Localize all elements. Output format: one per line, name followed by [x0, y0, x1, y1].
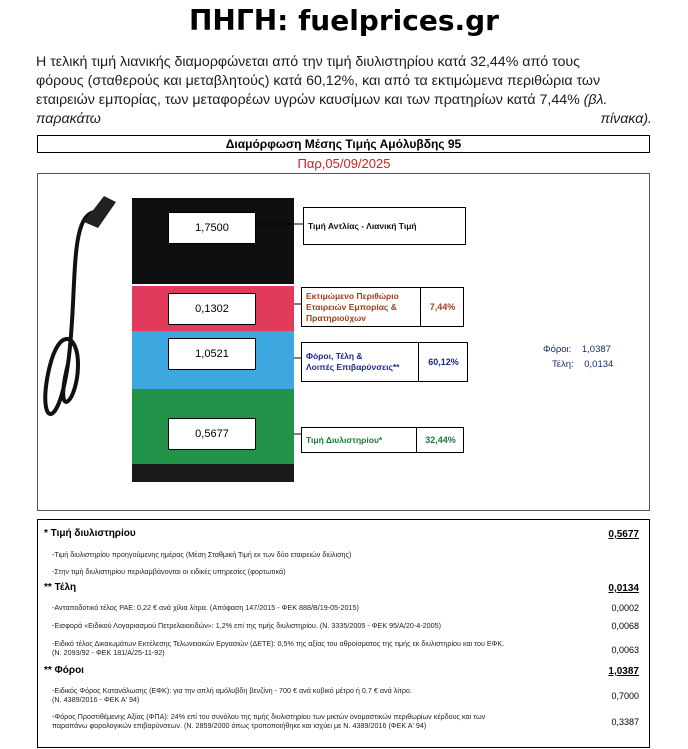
cost-breakdown-table: [37, 519, 650, 748]
tax-line: παραπάνω φορολογικών επιβαρύνσεων. (Ν. 2859/2000 όπως τροποποιήθηκε και ισχύει με Ν. 4389/2016 (ΦΕΚ Α' 94): [52, 721, 427, 730]
intro-line: [36, 91, 652, 110]
fee-value: 0,0063: [611, 645, 639, 655]
tax-value: 0,7000: [611, 691, 639, 701]
refinery-label: Τιμή Διυλιστηρίου*: [306, 434, 383, 445]
refinery-note: -Στην τιμή διυλιστηρίου περιλαμβάνονται οι ειδικές υπηρεσίες (φορτωτικά): [52, 567, 286, 576]
fee-line: (Ν. 2093/92 - ΦΕΚ 181/Α/25-11-92): [52, 648, 165, 657]
taxes-label: [306, 343, 399, 381]
hose-shape: [45, 212, 96, 414]
tax-value: 0,3387: [611, 717, 639, 727]
taxes-heading: ** Φόροι: [44, 665, 84, 676]
intro-line: [36, 110, 652, 129]
label-line: Φόροι, Τέλη &: [306, 351, 363, 361]
margins-label-box: [301, 287, 464, 327]
fee-value: 0,0002: [611, 603, 639, 613]
fee-line: -Ειδικό τέλος Δικαιωμάτων Εκτέλεσης Τελωνειακών Εργασιών (ΔΕΤΕ): 0,5% της αξίας του αθροίσματος της τιμής εκ διυλιστηρίου και του ΕΦΚ.: [52, 639, 505, 648]
tax-line: -Ειδικός Φόρος Κατανάλωσης (ΕΦΚ): για την απλή αμόλυβδη βενζίνη - 700 € ανά κυβικό μέτρο ή 0.7 € ανά λίτρο.: [52, 686, 412, 695]
taxes-percent: 60,12%: [418, 343, 468, 381]
taxes-label-box: [301, 342, 468, 382]
refinery-value: 0,5677: [168, 418, 256, 450]
fee-item: -Ανταποδοτικό τέλος ΡΑΕ: 0,22 € ανά χίλια λίτρα. (Απόφαση 147/2015 - ΦΕΚ 888/Β/19-05-2015): [52, 603, 359, 612]
intro-line: Η τελική τιμή λιανικής διαμορφώνεται από την τιμή διυλιστηρίου κατά 32,44% από τους: [36, 54, 580, 70]
side-label: Φόροι:: [543, 344, 572, 355]
tax-line: (Ν. 4389/2016 - ΦΕΚ Α' 94): [52, 695, 140, 704]
label-line: Πρατηριούχων: [306, 312, 366, 323]
label-line: Λοιπές Επιβαρύνσεις**: [306, 362, 400, 372]
taxes-side-note: [543, 344, 611, 355]
intro-text: παρακάτω: [36, 111, 101, 127]
intro-text: εταιρειών εμπορίας, των μεταφορέων υγρών καυσίμων και των πρατηρίων κατά 7,44%: [36, 92, 584, 108]
intro-italic: (βλ.: [583, 92, 608, 108]
taxes-total: 1,0387: [608, 666, 639, 677]
pump-base: [132, 464, 294, 482]
side-label: Τέλη:: [552, 359, 574, 370]
label-line: Εκτιμώμενο Περιθώριο: [306, 290, 399, 301]
taxes-value: 1,0521: [168, 338, 256, 370]
tax-item: [52, 712, 572, 730]
tax-line: -Φόρος Προστιθέμενης Αξίας (ΦΠΑ): 24% επί του συνόλου της τιμής διυλιστηρίου των μικτών ονομαστικών περιθωρίων κέρδους και των: [52, 712, 486, 721]
margins-label: [306, 288, 399, 326]
label-line: Εταιρειών Εμπορίας &: [306, 301, 397, 312]
page-title: ΠΗΓΗ: fuelprices.gr: [189, 4, 499, 37]
price-breakdown-chart: [37, 173, 650, 511]
margins-value: 0,1302: [168, 293, 256, 325]
fee-item: [52, 639, 572, 657]
retail-price-value: 1,7500: [168, 212, 256, 244]
refinery-note: -Τιμή διυλιστηρίου προηγούμενης ημέρας (Μέση Σταθμική Τιμή εκ των δύο εταιρειών διύλισης): [52, 550, 352, 559]
side-value: 0,0134: [584, 359, 614, 370]
fees-total: 0,0134: [608, 583, 639, 594]
side-value: 1,0387: [581, 344, 611, 355]
fee-item: -Εισφορά «Ειδικού Λογαριασμού Πετρελαιοειδών»: 1,2% επί της τιμής διυλιστηρίου. (Ν. 3335/2005 - ΦΕΚ 95/Α/20-4-2005): [52, 621, 442, 630]
refinery-label-box: [301, 427, 464, 453]
intro-text: πίνακα).: [600, 111, 652, 127]
refinery-heading: * Τιμή διυλιστηρίου: [44, 528, 136, 539]
margins-percent: 7,44%: [420, 288, 464, 326]
tax-item: [52, 686, 572, 704]
retail-label-box: [303, 207, 466, 245]
fee-value: 0,0068: [611, 621, 639, 631]
retail-label: Τιμή Αντλίας - Λιανική Τιμή: [308, 220, 417, 231]
intro-line: φόρους (σταθερούς και μεταβλητούς) κατά 60,12%, και από τα εκτιμώμενα περιθώρια των: [36, 73, 601, 89]
refinery-percent: 32,44%: [416, 428, 464, 452]
chart-title: Διαμόρφωση Μέσης Τιμής Αμόλυβδης 95: [37, 135, 650, 153]
chart-date: Παρ,05/09/2025: [297, 156, 391, 171]
intro-paragraph: [36, 53, 652, 129]
fees-heading: ** Τέλη: [44, 582, 77, 593]
refinery-total: 0,5677: [608, 529, 639, 540]
fees-side-note: [552, 359, 613, 370]
